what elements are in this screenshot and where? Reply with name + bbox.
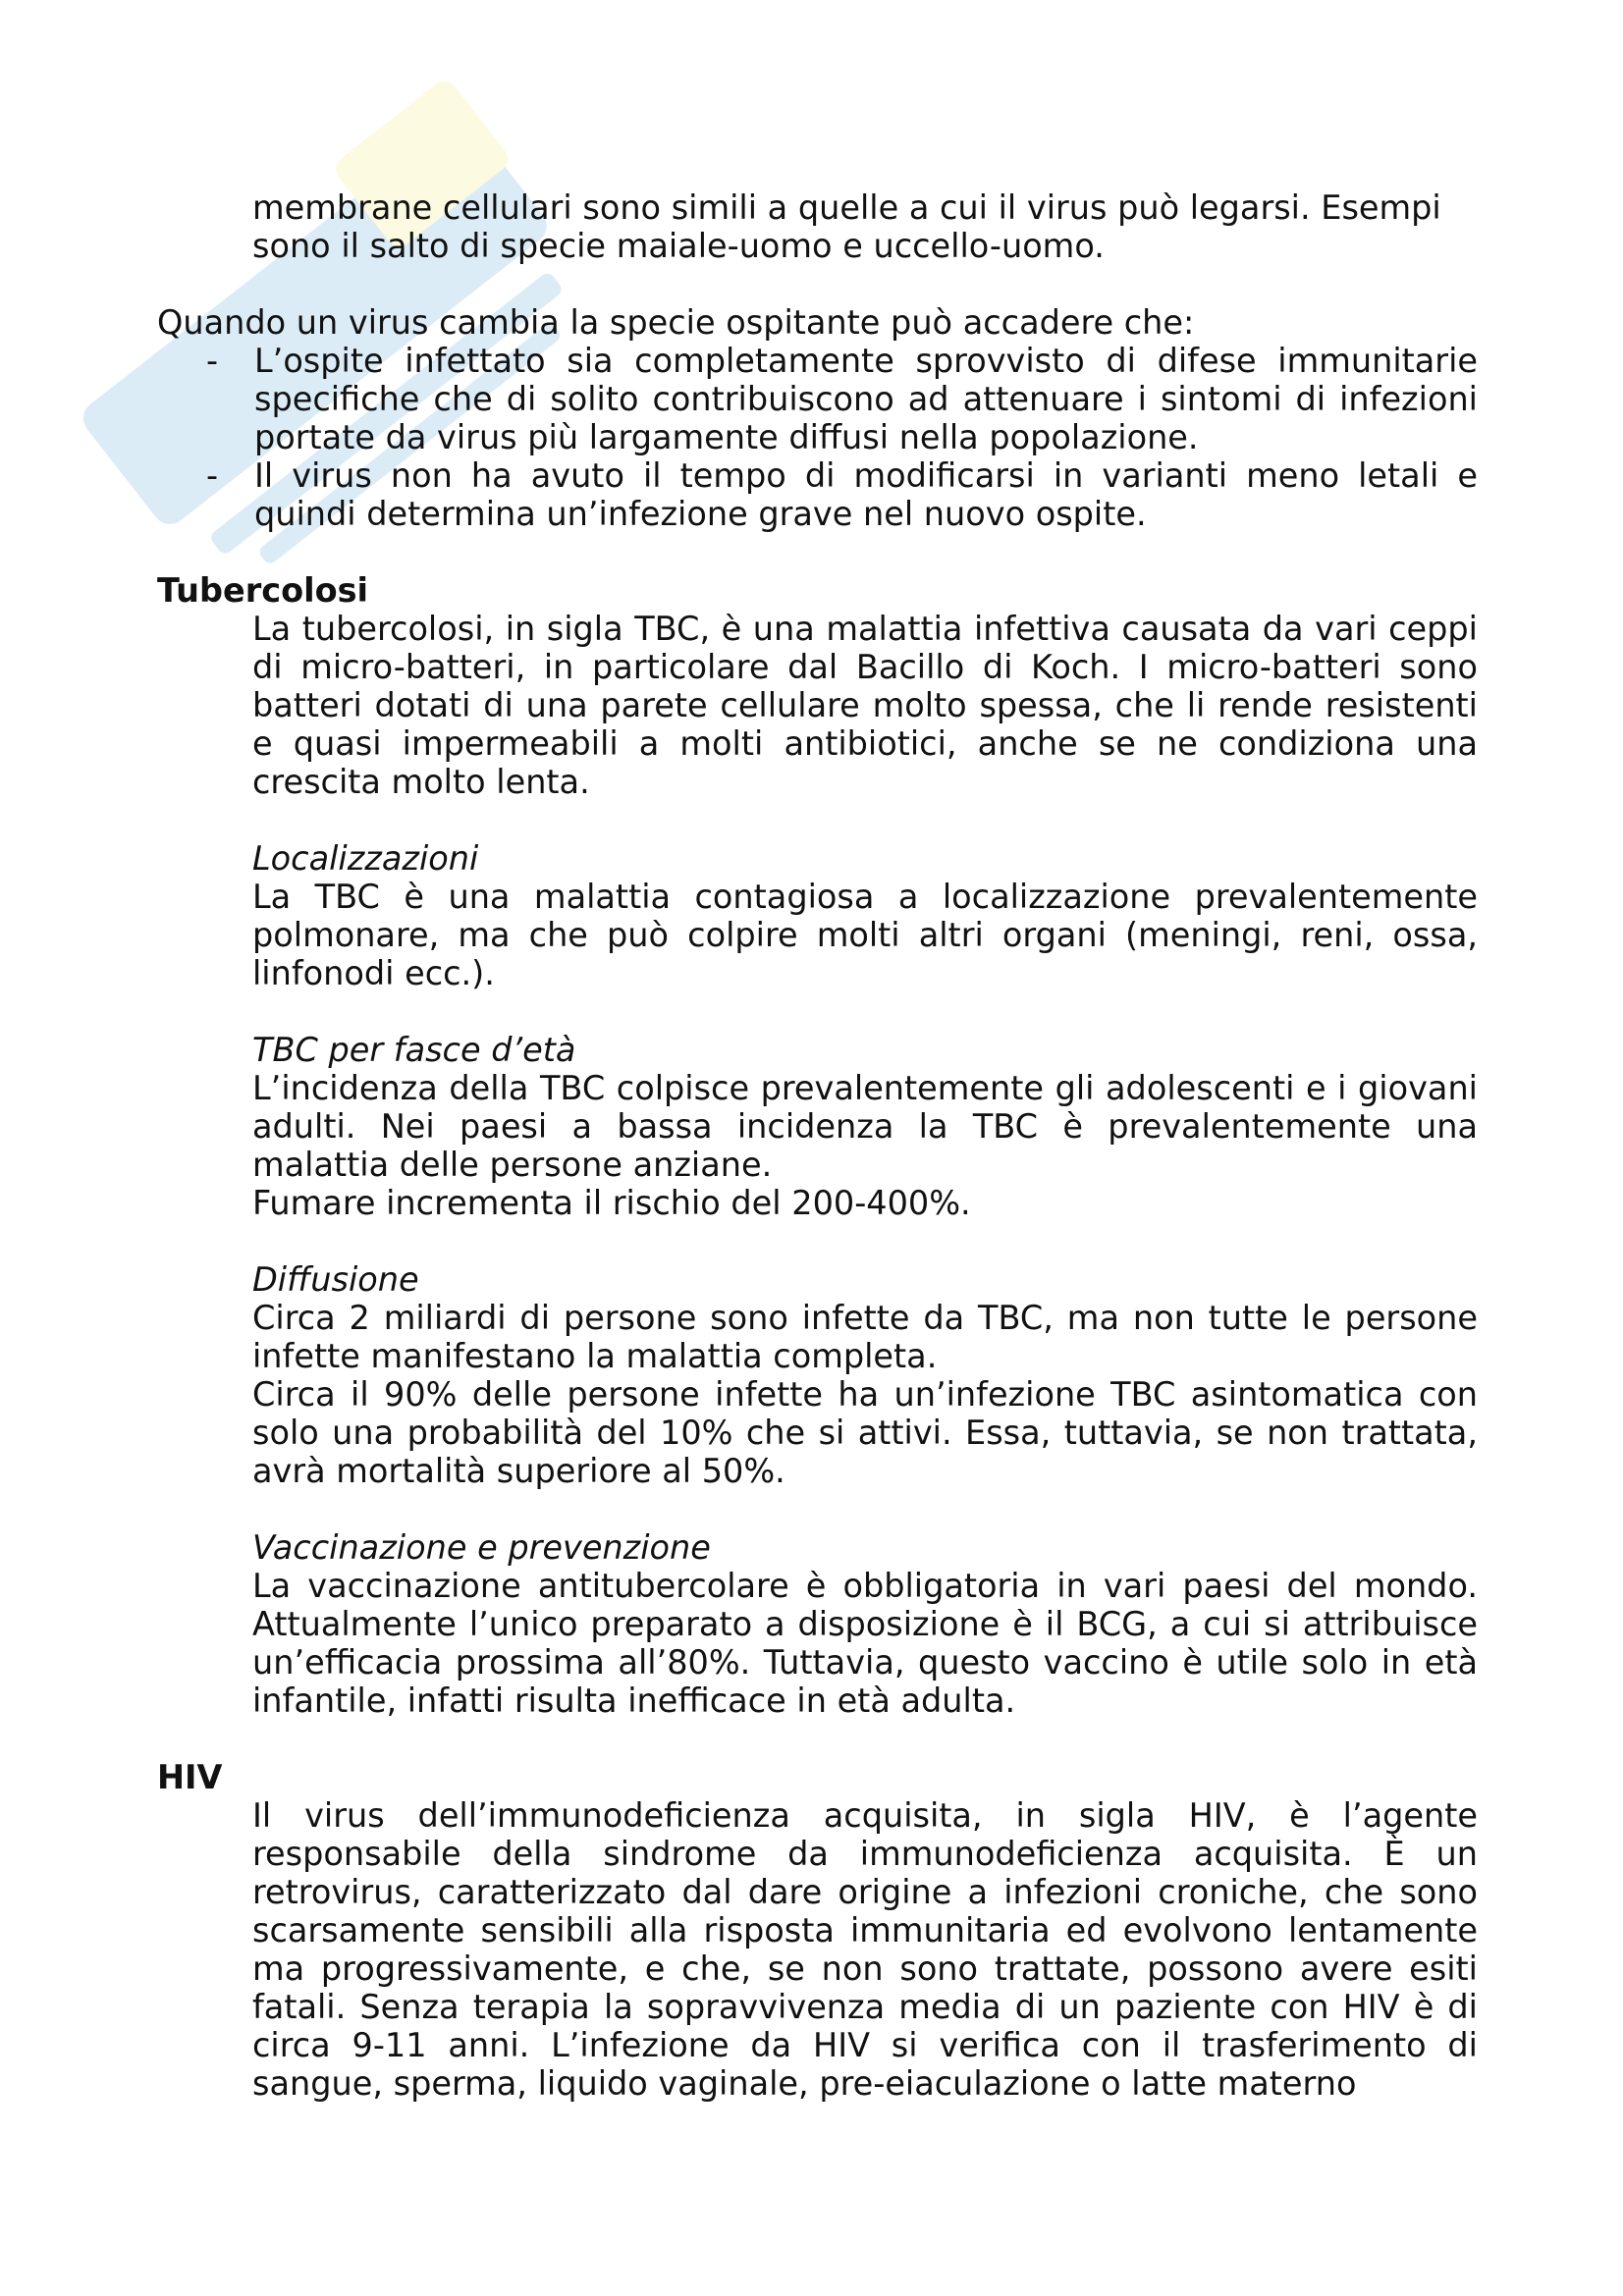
subsection-title-fasce-eta: TBC per fasce d’età — [252, 1031, 576, 1069]
list-item — [157, 456, 1478, 533]
subsection-paragraph: La vaccinazione antitubercolare è obbligatoria in vari paesi del mondo. Attualmente l’unico preparato a disposizione è il BCG, a cui si attribuisce un’efficacia prossima all’80%. Tuttavia, questo vaccino è utile solo in età infantile, infatti risulta inefficace in età adulta. — [252, 1567, 1478, 1720]
subsection-paragraph: L’incidenza della TBC colpisce prevalentemente gli adolescenti e i giovani adulti. Nei paesi a bassa incidenza la TBC è prevalentemente una malattia delle persone anziane. — [252, 1069, 1478, 1184]
hiv-body: Il virus dell’immunodeficienza acquisita, in sigla HIV, è l’agente responsabile della sindrome da immunodeficienza acquisita. È un retrovirus, caratterizzato dal dare origine a infezioni croniche, che sono scarsamente sensibili alla risposta immunitaria ed evolvono lentamente ma progressivamente, e che, se non sono trattate, possono avere esiti fatali. Senza terapia la sopravvivenza media di un paziente con HIV è di circa 9-11 anni. L’infezione da HIV si verifica con il trasferimento di sangue, sperma, liquido vaginale, pre-eiaculazione o latte materno — [252, 1796, 1478, 2103]
intro-continuation — [252, 188, 1478, 265]
tubercolosi-intro: La tubercolosi, in sigla TBC, è una malattia infettiva causata da vari ceppi di micro-batteri, in particolare dal Bacillo di Koch. I micro-batteri sono batteri dotati di una parete cellulare molto spessa, che li rende resistenti e quasi impermeabili a molti antibiotici, anche se ne condiziona una crescita molto lenta. — [252, 610, 1478, 801]
intro-lead: Quando un virus cambia la specie ospitante può accadere che: — [157, 303, 1195, 342]
intro-line-2: sono il salto di specie maiale-uomo e uccello-uomo. — [252, 227, 1105, 265]
hiv-section — [252, 1796, 1478, 2103]
intro-line-1: membrane cellulari sono simili a quelle a cui il virus può legarsi. Esempi — [252, 188, 1441, 227]
bullet-marker: - — [206, 456, 219, 495]
subsection-title-localizzazioni: Localizzazioni — [252, 839, 479, 878]
tubercolosi-section — [252, 610, 1478, 1720]
document-body — [157, 188, 1478, 2103]
subsection-paragraph: Fumare incrementa il rischio del 200-400%. — [252, 1184, 971, 1222]
subsection-paragraph: La TBC è una malattia contagiosa a localizzazione prevalentemente polmonare, ma che può colpire molti altri organi (meningi, reni, ossa, linfonodi ecc.). — [252, 878, 1478, 992]
hiv-heading: HIV — [157, 1758, 223, 1796]
tubercolosi-heading: Tubercolosi — [157, 571, 369, 610]
list-item — [157, 342, 1478, 456]
intro-bullet-list — [157, 342, 1478, 533]
bullet-marker: - — [206, 342, 219, 380]
subsection-title-vaccinazione: Vaccinazione e prevenzione — [252, 1528, 711, 1567]
subsection-paragraph: Circa il 90% delle persone infette ha un’infezione TBC asintomatica con solo una probabilità del 10% che si attivi. Essa, tuttavia, se non trattata, avrà mortalità superiore al 50%. — [252, 1375, 1478, 1490]
bullet-text: Il virus non ha avuto il tempo di modificarsi in varianti meno letali e quindi determina un’infezione grave nel nuovo ospite. — [254, 456, 1478, 533]
bullet-text: L’ospite infettato sia completamente sprovvisto di difese immunitarie specifiche che di solito contribuiscono ad attenuare i sintomi di infezioni portate da virus più largamente diffusi nella popolazione. — [254, 342, 1478, 456]
subsection-title-diffusione: Diffusione — [252, 1260, 419, 1299]
subsection-paragraph: Circa 2 miliardi di persone sono infette da TBC, ma non tutte le persone infette manifestano la malattia completa. — [252, 1299, 1478, 1375]
